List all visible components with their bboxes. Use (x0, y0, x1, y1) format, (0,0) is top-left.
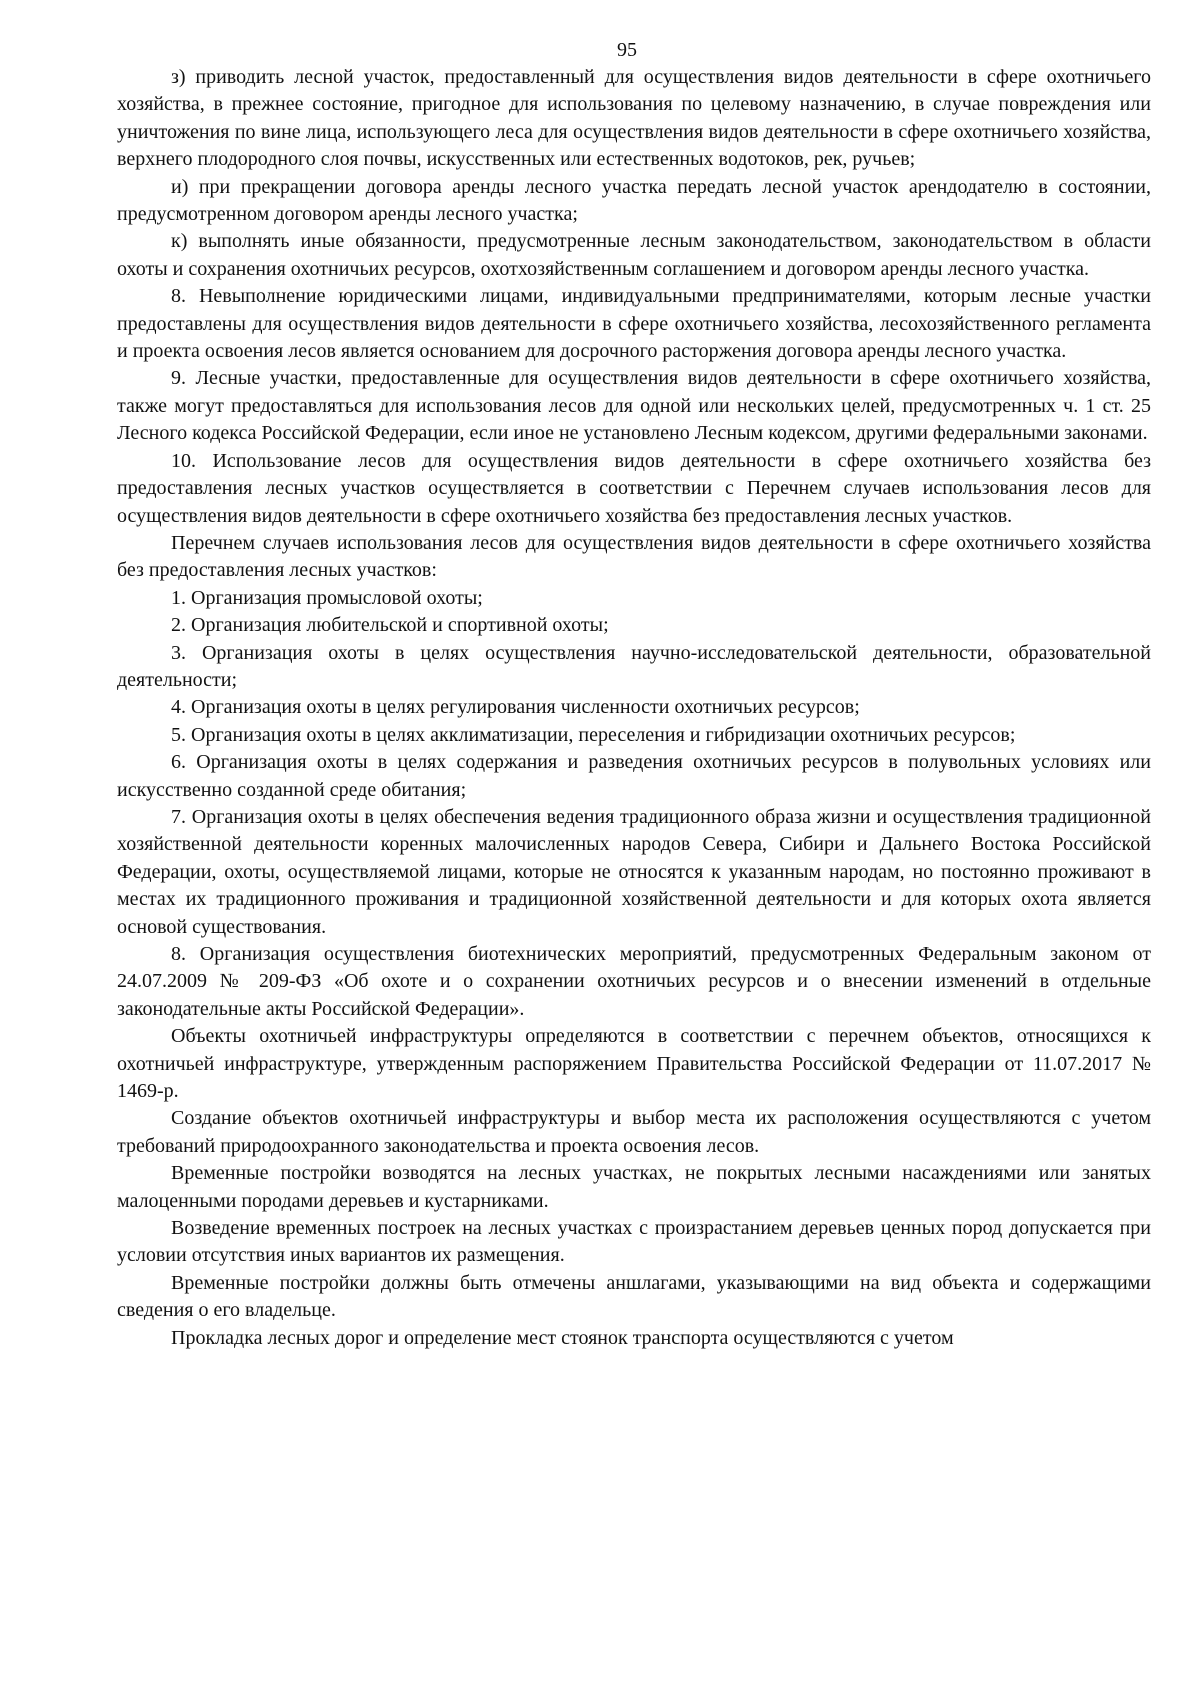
list-item-6: 6. Организация охоты в целях содержания и разведения охотничьих ресурсов в полувольных условиях или искусственно созданной среде обитания; (117, 751, 1151, 801)
list-item-7: 7. Организация охоты в целях обеспечения ведения традиционного образа жизни и осуществления традиционной хозяйственной деятельности коренных малочисленных народов Севера, Сибири и Дальнего Востока Российской Федерации, охоты, осуществляемой лицами, которые не относятся к указанным народам, но постоянно проживают в местах их традиционного проживания и традиционной хозяйственной деятельности и для которых охота является основой существования. (117, 805, 1151, 938)
paragraph-infrastructure-objects: Объекты охотничьей инфраструктуры определяются в соответствии с перечнем объектов, относящихся к охотничьей инфраструктуре, утвержденным распоряжением Правительства Российской Федерации от 11.07.2017 № 1469-р. (117, 1025, 1151, 1103)
paragraph-temporary-buildings: Временные постройки возводятся на лесных участках, не покрытых лесными насаждениями или занятых малоценными породами деревьев и кустарниками. (117, 1162, 1151, 1212)
document-body (117, 64, 1151, 1352)
paragraph-z-restore-land: з) приводить лесной участок, предоставленный для осуществления видов деятельности в сфере охотничьего хозяйства, в прежнее состояние, пригодное для использования по целевому назначению, в случае повреждения или уничтожения по вине лица, использующего леса для осуществления видов деятельности в сфере охотничьего хозяйства, верхнего плодородного слоя почвы, искусственных или естественных водотоков, рек, ручьев; (117, 66, 1151, 171)
paragraph-10-without-land: 10. Использование лесов для осуществления видов деятельности в сфере охотничьего хозяйства без предоставления лесных участков осуществляется в соответствии с Перечнем случаев использования лесов для осуществления видов деятельности в сфере охотничьего хозяйства без предоставления лесных участков. (117, 449, 1151, 527)
paragraph-k-other-duties: к) выполнять иные обязанности, предусмотренные лесным законодательством, законодательством в области охоты и сохранения охотничьих ресурсов, охотхозяйственным соглашением и договором аренды лесного участка. (117, 230, 1151, 280)
paragraph-valuable-species: Возведение временных построек на лесных участках с произрастанием деревьев ценных пород допускается при условии отсутствия иных вариантов их размещения. (117, 1217, 1151, 1267)
list-item-5: 5. Организация охоты в целях акклиматизации, переселения и гибридизации охотничьих ресурсов; (171, 723, 1016, 746)
list-item-3: 3. Организация охоты в целях осуществления научно-исследовательской деятельности, образовательной деятельности; (117, 641, 1151, 691)
list-item-1: 1. Организация промысловой охоты; (171, 586, 483, 609)
paragraph-forest-roads: Прокладка лесных дорог и определение мест стоянок транспорта осуществляются с учетом (171, 1326, 954, 1349)
paragraph-signage: Временные постройки должны быть отмечены аншлагами, указывающими на вид объекта и содержащими сведения о его владельце. (117, 1271, 1151, 1322)
page-number: 95 (617, 39, 637, 61)
paragraph-8-non-compliance: 8. Невыполнение юридическими лицами, индивидуальными предпринимателями, которым лесные участки предоставлены для осуществления видов деятельности в сфере охотничьего хозяйства, лесохозяйственного регламента и проекта освоения лесов является основанием для досрочного расторжения договора аренды лесного участка. (117, 285, 1151, 363)
list-item-2: 2. Организация любительской и спортивной охоты; (171, 614, 609, 637)
paragraph-i-return-land: и) при прекращении договора аренды лесного участка передать лесной участок арендодателю в состоянии, предусмотренном договором аренды лесного участка; (117, 175, 1151, 226)
paragraph-9-land-use: 9. Лесные участки, предоставленные для осуществления видов деятельности в сфере охотничьего хозяйства, также могут предоставляться для использования лесов для одной или нескольких целей, предусмотренных ч. 1 ст. 25 Лесного кодекса Российской Федерации, если иное не установлено Лесным кодексом, другими федеральными законами. (117, 367, 1151, 445)
paragraph-infrastructure-creation: Создание объектов охотничьей инфраструктуры и выбор места их расположения осуществляются с учетом требований природоохранного законодательства и проекта освоения лесов. (117, 1107, 1151, 1157)
list-item-4: 4. Организация охоты в целях регулирования численности охотничьих ресурсов; (171, 696, 860, 719)
paragraph-list-intro: Перечнем случаев использования лесов для осуществления видов деятельности в сфере охотничьего хозяйства без предоставления лесных участков: (117, 531, 1151, 582)
list-item-8: 8. Организация осуществления биотехнических мероприятий, предусмотренных Федеральным законом от 24.07.2009 № 209-ФЗ «Об охоте и о сохранении охотничьих ресурсов и о внесении изменений в отдельные законодательные акты Российской Федерации». (117, 943, 1151, 1020)
